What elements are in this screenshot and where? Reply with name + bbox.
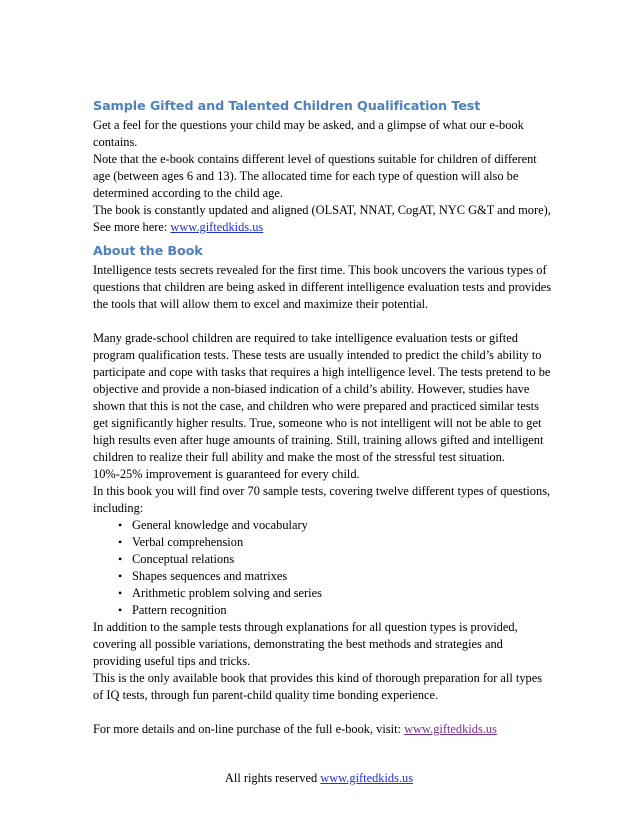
intro-paragraph-2: Note that the e-book contains different level of questions suitable for children of different age (between ages 6 and 13). The allocated time for each type of question will also be determined according to the child age. — [93, 152, 537, 200]
about-paragraph-3: In this book you will find over 70 sample tests, covering twelve different types of questions, including: — [93, 484, 551, 515]
about-section — [93, 262, 553, 738]
intro-paragraph-1: Get a feel for the questions your child may be asked, and a glimpse of what our e-book contains. — [93, 118, 524, 149]
about-paragraph-2: Many grade-school children are required to take intelligence evaluation tests or gifted program qualification tests. These tests are usually intended to predict the child’s ability to participate and cope with tasks that requires a high intelligence level. The tests pretend to be objective and provide a non-biased indication of a child’s ability. However, studies have shown that this is not the case, and children who were prepared and practiced similar tests get significantly higher results. True, someone who is not intelligent will not be able to get high results even after huge amounts of training. Still, training allows gifted and intelligent children to realize their full ability and make the most of the stressful test situation. 10%-25% improvement is guaranteed for every child. — [93, 331, 551, 481]
intro-paragraph-3 — [93, 202, 553, 236]
intro-section — [93, 117, 553, 236]
giftedkids-link-purchase[interactable]: www.giftedkids.us — [404, 722, 497, 736]
paragraph-gap — [93, 704, 553, 721]
giftedkids-link-footer[interactable]: www.giftedkids.us — [320, 771, 414, 785]
list-item: • General knowledge and vocabulary — [93, 517, 553, 534]
document-title: Sample Gifted and Talented Children Qualification Test — [93, 99, 481, 114]
about-heading: About the Book — [93, 244, 203, 259]
about-paragraph-5: This is the only available book that provides this kind of thorough preparation for all types of IQ tests, through fun parent-child quality time bonding experience. — [93, 671, 543, 702]
about-paragraph-6-text: For more details and on-line purchase of the full e-book, visit: — [93, 722, 405, 736]
paragraph-gap — [93, 313, 553, 330]
list-item: • Pattern recognition — [93, 602, 553, 619]
question-types-list — [93, 517, 553, 619]
page-footer — [0, 770, 638, 787]
about-paragraph-6 — [93, 721, 553, 738]
list-item: • Shapes sequences and matrixes — [93, 568, 553, 585]
giftedkids-link-intro[interactable]: www.giftedkids.us — [170, 220, 264, 234]
list-item: • Arithmetic problem solving and series — [93, 585, 553, 602]
about-paragraph-1: Intelligence tests secrets revealed for the first time. This book uncovers the various types of questions that children are being asked in different intelligence evaluation tests and provides the tools that will allow them to excel and maximize their potential. — [93, 263, 552, 311]
intro-paragraph-3-text: The book is constantly updated and aligned (OLSAT, NNAT, CogAT, NYC G&T and more), See more here: — [93, 203, 551, 234]
footer-text: All rights reserved — [224, 771, 321, 785]
list-item: • Verbal comprehension — [93, 534, 553, 551]
about-paragraph-4: In addition to the sample tests through explanations for all question types is provided, covering all possible variations, demonstrating the best methods and strategies and providing useful tips and tricks. — [93, 620, 518, 668]
list-item: • Conceptual relations — [93, 551, 553, 568]
